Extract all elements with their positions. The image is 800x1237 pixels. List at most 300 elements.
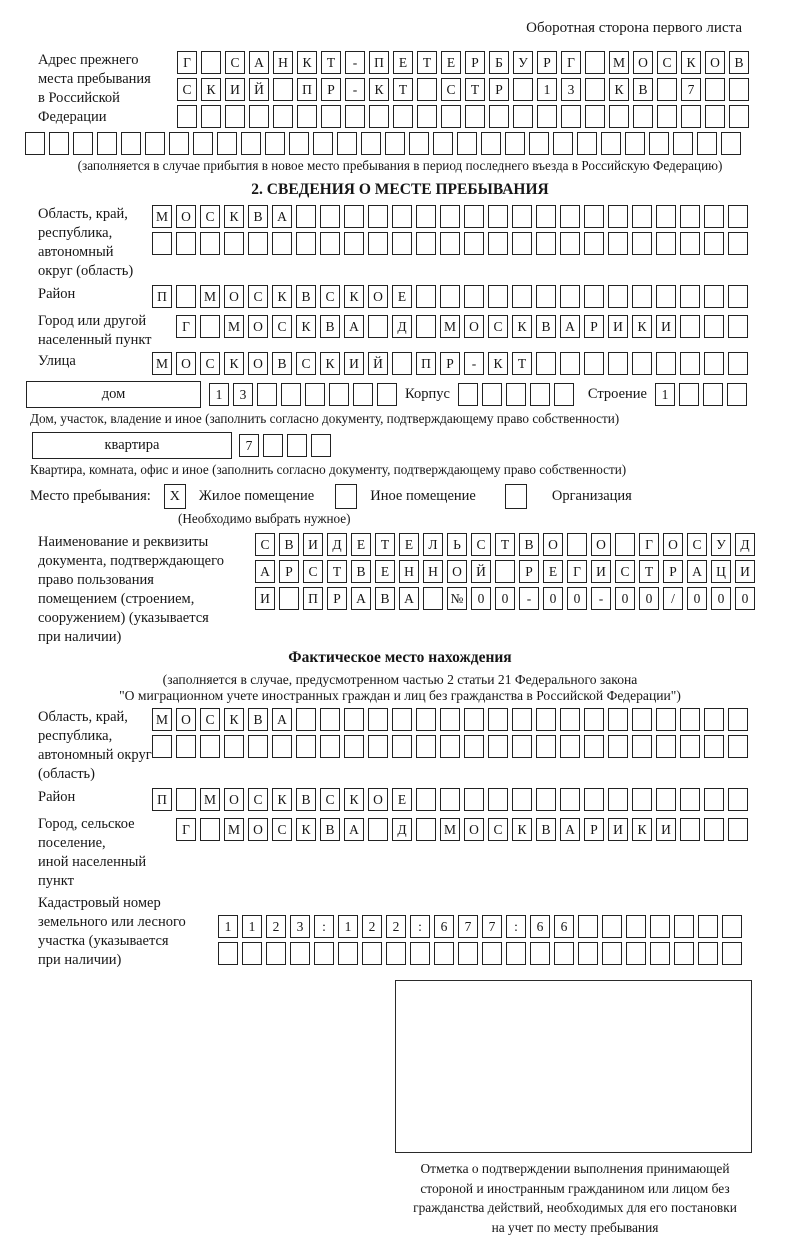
- form-cell: К: [296, 818, 316, 841]
- form-cell: [728, 788, 748, 811]
- form-cell: [488, 205, 508, 228]
- form-cell: [656, 735, 676, 758]
- form-cell: [584, 232, 604, 255]
- form-cell: [417, 78, 437, 101]
- form-cell: 0: [567, 587, 587, 610]
- form-cell: [265, 132, 285, 155]
- form-cell: [440, 735, 460, 758]
- form-cell: М: [152, 352, 172, 375]
- stay-option-inoe-checkbox: [335, 484, 357, 509]
- form-cell: [578, 942, 598, 965]
- form-cell: И: [225, 78, 245, 101]
- prev-address-row-3: [177, 105, 749, 128]
- form-cell: У: [513, 51, 533, 74]
- form-cell: К: [488, 352, 508, 375]
- form-cell: 3: [233, 383, 253, 406]
- form-cell: 6: [554, 915, 574, 938]
- form-cell: [201, 105, 221, 128]
- form-cell: [296, 232, 316, 255]
- form-cell: 2: [386, 915, 406, 938]
- form-cell: [440, 232, 460, 255]
- form-cell: [632, 205, 652, 228]
- form-cell: В: [248, 708, 268, 731]
- form-cell: [440, 788, 460, 811]
- form-cell: [536, 735, 556, 758]
- form-cell: [632, 708, 652, 731]
- form-cell: О: [176, 205, 196, 228]
- form-cell: С: [615, 560, 635, 583]
- form-cell: П: [297, 78, 317, 101]
- form-cell: [704, 735, 724, 758]
- stay-option-zhiloe-label: Жилое помещение: [198, 488, 315, 504]
- form-cell: [321, 105, 341, 128]
- form-cell: А: [687, 560, 707, 583]
- form-cell: 1: [209, 383, 229, 406]
- stay-type-label: Место пребывания:: [30, 488, 151, 504]
- fact-region-section: [38, 708, 800, 786]
- form-cell: [704, 232, 724, 255]
- form-cell: С: [200, 352, 220, 375]
- form-cell: [728, 708, 748, 731]
- form-cell: Н: [399, 560, 419, 583]
- form-cell: Н: [423, 560, 443, 583]
- form-cell: [296, 735, 316, 758]
- form-cell: П: [416, 352, 436, 375]
- form-cell: [416, 285, 436, 308]
- form-cell: С: [687, 533, 707, 556]
- form-cell: [488, 232, 508, 255]
- form-cell: [392, 352, 412, 375]
- form-cell: [416, 708, 436, 731]
- form-cell: [697, 132, 717, 155]
- apartment-cells: [239, 434, 331, 457]
- form-cell: [152, 735, 172, 758]
- form-cell: [200, 818, 220, 841]
- form-cell: [728, 352, 748, 375]
- form-cell: [369, 105, 389, 128]
- stay-option-org-label: Организация: [551, 488, 632, 504]
- form-cell: С: [488, 315, 508, 338]
- form-cell: [680, 205, 700, 228]
- form-cell: [704, 788, 724, 811]
- form-cell: О: [176, 352, 196, 375]
- form-cell: -: [464, 352, 484, 375]
- region-label: Область, край, республика, автономный округ (область): [38, 206, 134, 279]
- form-cell: [650, 942, 670, 965]
- form-cell: 0: [543, 587, 563, 610]
- fact-city-row: [176, 818, 748, 841]
- form-cell: [176, 285, 196, 308]
- form-cell: Т: [417, 51, 437, 74]
- form-cell: О: [591, 533, 611, 556]
- form-cell: [560, 788, 580, 811]
- form-cell: [416, 232, 436, 255]
- form-cell: О: [224, 788, 244, 811]
- form-cell: [536, 708, 556, 731]
- form-cell: [680, 232, 700, 255]
- form-cell: [272, 735, 292, 758]
- stay-option-org-checkbox: [505, 484, 527, 509]
- form-cell: [728, 205, 748, 228]
- form-cell: [272, 232, 292, 255]
- form-cell: [728, 315, 748, 338]
- form-cell: К: [201, 78, 221, 101]
- form-cell: Р: [279, 560, 299, 583]
- form-cell: Д: [327, 533, 347, 556]
- form-cell: [560, 708, 580, 731]
- form-cell: [368, 232, 388, 255]
- form-cell: [409, 132, 429, 155]
- form-cell: [464, 285, 484, 308]
- form-cell: [584, 788, 604, 811]
- form-cell: [585, 105, 605, 128]
- form-cell: [608, 735, 628, 758]
- form-cell: [578, 915, 598, 938]
- corner-note: Оборотная сторона первого листа: [526, 20, 742, 36]
- form-cell: [567, 533, 587, 556]
- form-cell: [679, 383, 699, 406]
- form-cell: -: [345, 78, 365, 101]
- form-cell: [440, 708, 460, 731]
- form-cell: [584, 352, 604, 375]
- form-cell: :: [314, 915, 334, 938]
- actual-location-title: Фактическое место нахождения: [288, 649, 512, 666]
- form-cell: 6: [434, 915, 454, 938]
- form-cell: С: [441, 78, 461, 101]
- form-cell: М: [440, 315, 460, 338]
- form-cell: [177, 105, 197, 128]
- form-cell: [338, 942, 358, 965]
- form-cell: [512, 708, 532, 731]
- form-cell: К: [272, 285, 292, 308]
- form-cell: А: [344, 315, 364, 338]
- stay-option-zhiloe-checkbox: X: [164, 484, 186, 509]
- form-cell: [584, 708, 604, 731]
- form-cell: [416, 818, 436, 841]
- form-cell: [727, 383, 747, 406]
- district-section: [38, 285, 800, 308]
- form-cell: [505, 132, 525, 155]
- form-cell: [560, 205, 580, 228]
- form-cell: К: [344, 788, 364, 811]
- form-cell: О: [368, 285, 388, 308]
- form-cell: К: [296, 315, 316, 338]
- form-cell: [145, 132, 165, 155]
- street-label: Улица: [38, 353, 76, 369]
- form-cell: [560, 285, 580, 308]
- form-cell: И: [735, 560, 755, 583]
- form-cell: А: [255, 560, 275, 583]
- korpus-label: Корпус: [405, 386, 450, 402]
- form-cell: [464, 788, 484, 811]
- form-cell: [297, 105, 317, 128]
- form-cell: М: [224, 818, 244, 841]
- form-cell: [673, 132, 693, 155]
- form-cell: [417, 105, 437, 128]
- house-box: дом: [26, 381, 201, 408]
- form-cell: 1: [218, 915, 238, 938]
- form-cell: В: [320, 315, 340, 338]
- form-cell: И: [255, 587, 275, 610]
- form-cell: Р: [327, 587, 347, 610]
- city-label: Город или другой населенный пункт: [38, 313, 152, 348]
- form-cell: [482, 942, 502, 965]
- form-cell: [680, 315, 700, 338]
- form-cell: [337, 132, 357, 155]
- form-cell: [248, 232, 268, 255]
- form-cell: [536, 352, 556, 375]
- form-cell: В: [248, 205, 268, 228]
- house-note: Дом, участок, владение и иное (заполнить согласно документу, подтверждающему право собственности): [30, 411, 620, 426]
- form-cell: 1: [338, 915, 358, 938]
- form-cell: [626, 915, 646, 938]
- form-cell: [656, 205, 676, 228]
- form-cell: [464, 205, 484, 228]
- form-cell: А: [272, 708, 292, 731]
- form-cell: К: [224, 352, 244, 375]
- form-cell: 0: [495, 587, 515, 610]
- form-cell: [416, 788, 436, 811]
- form-cell: [273, 105, 293, 128]
- form-cell: И: [303, 533, 323, 556]
- form-cell: [392, 708, 412, 731]
- form-cell: М: [200, 788, 220, 811]
- form-cell: В: [519, 533, 539, 556]
- form-cell: [281, 383, 301, 406]
- form-cell: [464, 735, 484, 758]
- form-cell: [704, 708, 724, 731]
- form-cell: [481, 132, 501, 155]
- form-cell: Л: [423, 533, 443, 556]
- form-cell: [200, 315, 220, 338]
- form-cell: М: [440, 818, 460, 841]
- form-cell: [608, 285, 628, 308]
- form-cell: [296, 205, 316, 228]
- form-cell: [601, 132, 621, 155]
- form-cell: Д: [392, 315, 412, 338]
- form-cell: [722, 942, 742, 965]
- korpus-cells: [458, 383, 574, 406]
- form-cell: Й: [471, 560, 491, 583]
- form-cell: [176, 788, 196, 811]
- form-cell: -: [591, 587, 611, 610]
- form-cell: Н: [273, 51, 293, 74]
- form-cell: С: [177, 78, 197, 101]
- form-cell: С: [248, 285, 268, 308]
- form-cell: [512, 232, 532, 255]
- form-cell: Й: [368, 352, 388, 375]
- stay-type-row: [30, 484, 800, 509]
- form-cell: О: [248, 315, 268, 338]
- city-section: [38, 312, 800, 350]
- form-cell: [441, 105, 461, 128]
- form-cell: [632, 352, 652, 375]
- form-cell: В: [536, 818, 556, 841]
- form-cell: [433, 132, 453, 155]
- form-cell: В: [279, 533, 299, 556]
- form-cell: Т: [393, 78, 413, 101]
- form-cell: Т: [321, 51, 341, 74]
- form-cell: А: [272, 205, 292, 228]
- form-cell: :: [410, 915, 430, 938]
- fact-district-section: [38, 788, 800, 811]
- section2-title: 2. СВЕДЕНИЯ О МЕСТЕ ПРЕБЫВАНИЯ: [251, 181, 549, 198]
- form-cell: [536, 205, 556, 228]
- form-cell: [704, 352, 724, 375]
- form-cell: Р: [519, 560, 539, 583]
- form-cell: Е: [392, 788, 412, 811]
- form-cell: [656, 788, 676, 811]
- form-cell: [680, 788, 700, 811]
- form-cell: [73, 132, 93, 155]
- form-cell: [97, 132, 117, 155]
- form-cell: [440, 285, 460, 308]
- form-cell: К: [272, 788, 292, 811]
- form-cell: П: [152, 788, 172, 811]
- form-cell: [608, 788, 628, 811]
- form-cell: С: [657, 51, 677, 74]
- prev-address-row-2: [177, 78, 749, 101]
- form-cell: [200, 735, 220, 758]
- stamp-box: [395, 980, 752, 1153]
- form-cell: [225, 105, 245, 128]
- form-cell: [385, 132, 405, 155]
- form-cell: 2: [362, 915, 382, 938]
- form-cell: К: [320, 352, 340, 375]
- form-cell: [615, 533, 635, 556]
- form-cell: [241, 132, 261, 155]
- form-cell: [703, 383, 723, 406]
- form-cell: С: [303, 560, 323, 583]
- form-cell: П: [152, 285, 172, 308]
- actual-location-note-2: "О миграционном учете иностранных граждан и лиц без гражданства в Российской Федерации"): [119, 688, 681, 703]
- form-cell: [416, 315, 436, 338]
- form-cell: [657, 78, 677, 101]
- form-cell: К: [632, 818, 652, 841]
- form-cell: К: [512, 818, 532, 841]
- form-cell: [608, 232, 628, 255]
- form-cell: А: [351, 587, 371, 610]
- form-cell: [554, 942, 574, 965]
- cadastral-row-1: [218, 915, 742, 938]
- form-cell: [729, 105, 749, 128]
- apartment-row: [32, 432, 800, 459]
- form-cell: [314, 942, 334, 965]
- form-cell: Р: [465, 51, 485, 74]
- form-cell: [680, 352, 700, 375]
- form-cell: 1: [655, 383, 675, 406]
- form-cell: О: [368, 788, 388, 811]
- fact-region-label: Область, край, республика, автономный округ (область): [38, 709, 152, 782]
- form-cell: [353, 383, 373, 406]
- form-cell: [311, 434, 331, 457]
- form-cell: О: [464, 315, 484, 338]
- form-cell: [585, 51, 605, 74]
- form-cell: [681, 105, 701, 128]
- form-cell: [320, 708, 340, 731]
- form-cell: [577, 132, 597, 155]
- fact-region-row-1: [152, 708, 748, 731]
- form-cell: [489, 105, 509, 128]
- form-cell: 3: [290, 915, 310, 938]
- form-cell: :: [506, 915, 526, 938]
- form-cell: [656, 708, 676, 731]
- form-cell: [457, 132, 477, 155]
- prev-address-note: (заполняется в случае прибытия в новое место пребывания в период последнего въезда в Российскую Федерацию): [77, 158, 723, 173]
- form-cell: [218, 942, 238, 965]
- apartment-note: Квартира, комната, офис и иное (заполнить согласно документу, подтверждающему право собственности): [30, 462, 627, 477]
- form-cell: Е: [399, 533, 419, 556]
- form-cell: [368, 315, 388, 338]
- form-cell: [313, 132, 333, 155]
- form-cell: [488, 285, 508, 308]
- form-cell: [602, 915, 622, 938]
- form-cell: [248, 735, 268, 758]
- prev-address-section: [38, 51, 800, 128]
- form-cell: 1: [242, 915, 262, 938]
- form-cell: [704, 205, 724, 228]
- form-cell: [680, 818, 700, 841]
- form-cell: [632, 788, 652, 811]
- form-cell: [368, 735, 388, 758]
- fact-city-section: [38, 815, 800, 891]
- form-cell: Т: [512, 352, 532, 375]
- form-cell: [560, 735, 580, 758]
- fact-district-label: Район: [38, 789, 76, 805]
- form-cell: Е: [393, 51, 413, 74]
- street-section: [38, 352, 800, 375]
- form-cell: [650, 915, 670, 938]
- form-cell: И: [656, 315, 676, 338]
- form-cell: [632, 735, 652, 758]
- form-cell: [512, 735, 532, 758]
- form-cell: 1: [537, 78, 557, 101]
- doc-rights-row-2: [255, 560, 755, 583]
- form-cell: [287, 434, 307, 457]
- form-cell: [344, 708, 364, 731]
- street-row: [152, 352, 748, 375]
- form-cell: [512, 788, 532, 811]
- form-cell: [152, 232, 172, 255]
- form-cell: [698, 942, 718, 965]
- form-cell: С: [471, 533, 491, 556]
- form-cell: [392, 232, 412, 255]
- form-cell: А: [399, 587, 419, 610]
- form-cell: К: [609, 78, 629, 101]
- form-cell: [434, 942, 454, 965]
- form-cell: [513, 105, 533, 128]
- form-cell: [632, 232, 652, 255]
- form-cell: И: [608, 818, 628, 841]
- form-cell: Т: [639, 560, 659, 583]
- form-cell: [513, 78, 533, 101]
- prev-address-label: Адрес прежнего места пребывания в Российской Федерации: [38, 52, 151, 125]
- form-cell: [176, 232, 196, 255]
- form-cell: [680, 735, 700, 758]
- form-cell: В: [296, 788, 316, 811]
- form-cell: [458, 383, 478, 406]
- doc-rights-section: [38, 533, 800, 649]
- fact-city-label: Город, сельское поселение, иной населенный пункт: [38, 816, 147, 889]
- form-cell: С: [272, 818, 292, 841]
- form-cell: [506, 942, 526, 965]
- form-cell: О: [224, 285, 244, 308]
- form-cell: 7: [681, 78, 701, 101]
- doc-rights-row-1: [255, 533, 755, 556]
- form-cell: С: [255, 533, 275, 556]
- form-cell: [320, 205, 340, 228]
- form-cell: [488, 708, 508, 731]
